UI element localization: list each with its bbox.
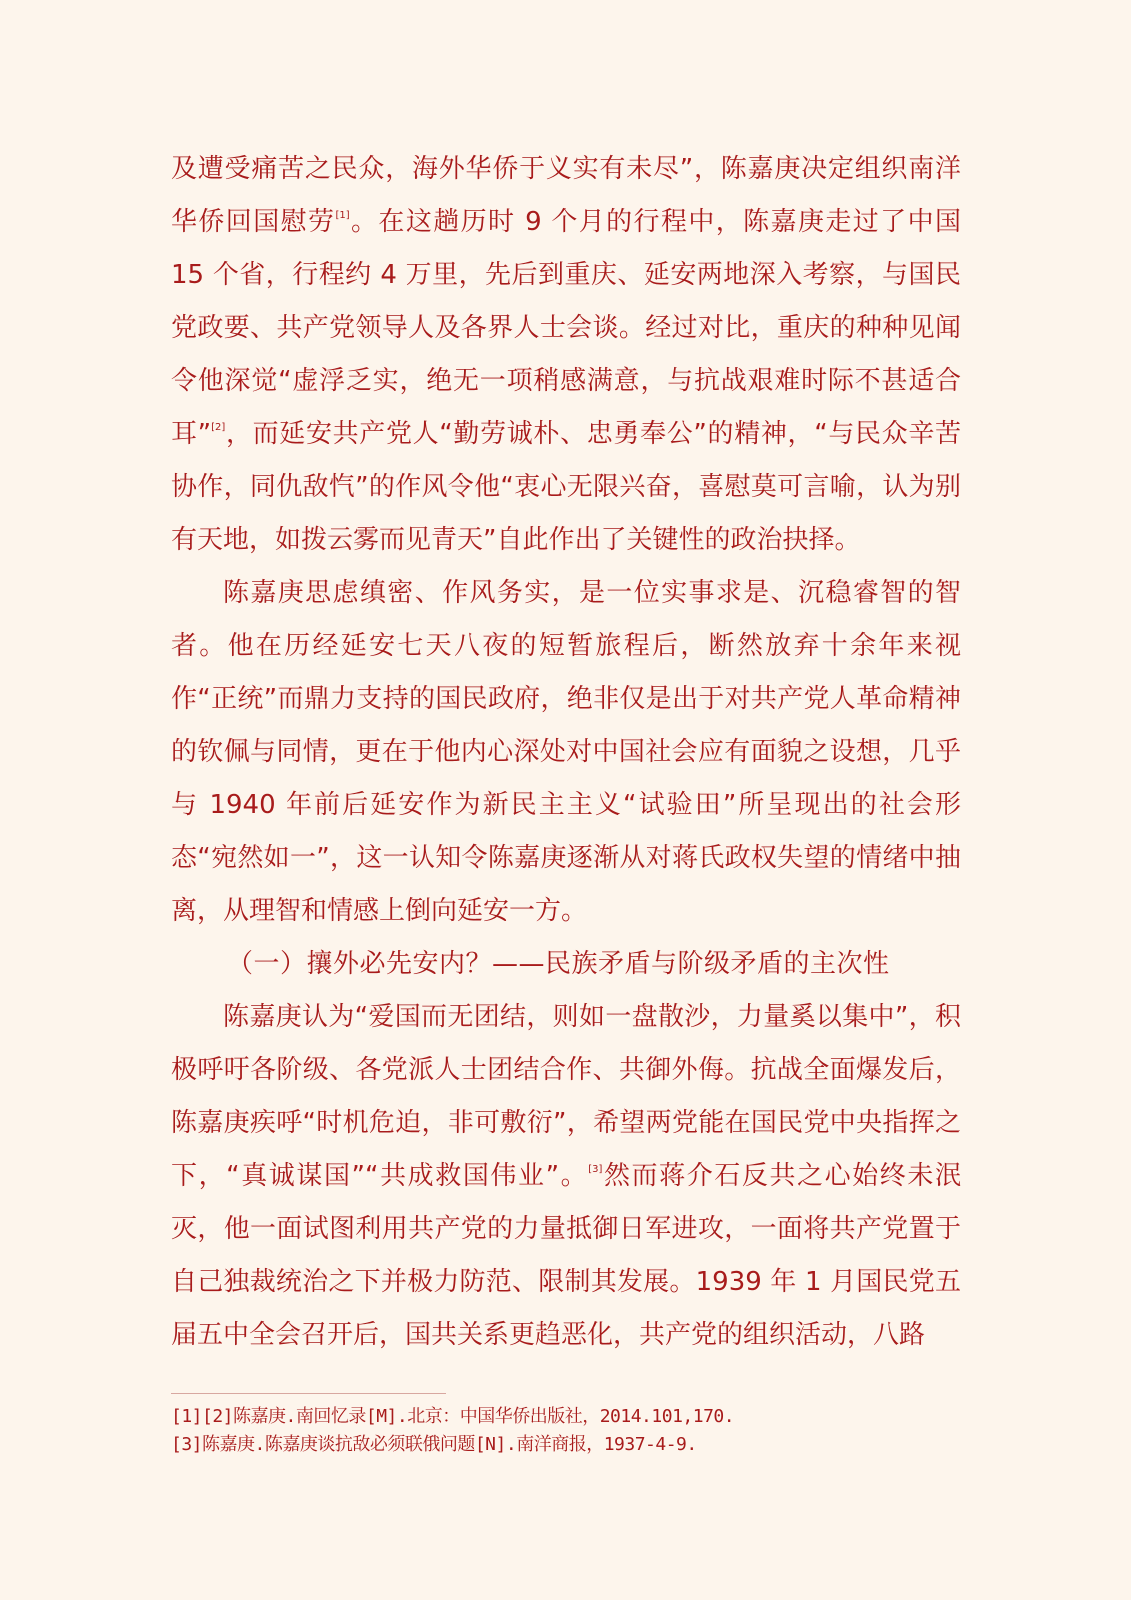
paragraph-text: 然而蒋介石反共之心始终未泯灭，他一面试图利用共产党的力量抵御日军进攻，一面将共产党置于自己独裁统治之下并极力防范、限制其发展。1939 年 1 月国民党五届五中全会召开后，国共关系更趋恶化，共产党的组织活动，八路 <box>171 1161 961 1350</box>
paragraph <box>171 991 961 1362</box>
paragraph-text: 。在这趟历时 9 个月的行程中，陈嘉庚走过了中国 15 个省，行程约 4 万里，先后到重庆、延安两地深入考察，与国民党政要、共产党领导人及各界人士会谈。经过对比，重庆的种种见闻令他深觉“虚浮乏实，绝无一项稍感满意，与抗战艰难时际不甚适合耳” <box>171 207 961 449</box>
paragraph <box>171 567 961 938</box>
section-heading <box>171 938 961 991</box>
paragraph-text: （一）攘外必先安内？——民族矛盾与阶级矛盾的主次性 <box>227 949 890 979</box>
footnote-marker[interactable]: [3] <box>588 1164 603 1175</box>
paragraph-text: 陈嘉庚思虑缜密、作风务实，是一位实事求是、沉稳睿智的智者。他在历经延安七天八夜的短暂旅程后，断然放弃十余年来视作“正统”而鼎力支持的国民政府，绝非仅是出于对共产党人革命精神的钦佩与同情，更在于他内心深处对中国社会应有面貌之设想，几乎与 1940 年前后延安作为新民主主义“试验田”所呈现出的社会形态“宛然如一”，这一认知令陈嘉庚逐渐从对蒋氏政权失望的情绪中抽离，从理智和情感上倒向延安一方。 <box>171 578 961 926</box>
footnote-2: [3]陈嘉庚.陈嘉庚谈抗敌必须联俄问题[N].南洋商报，1937-4-9. <box>171 1434 697 1455</box>
paragraph-text: ，而延安共产党人“勤劳诚朴、忠勇奉公”的精神，“与民众辛苦协作，同仇敌忾”的作风令他“衷心无限兴奋，喜慰莫可言喻，认为别有天地，如拨云雾而见青天”自此作出了关键性的政治抉择。 <box>171 419 961 555</box>
footnote-1: [1][2]陈嘉庚.南回忆录[M].北京：中国华侨出版社，2014.101,170. <box>171 1406 735 1427</box>
paragraph-text: 陈嘉庚认为“爱国而无团结，则如一盘散沙，力量奚以集中”，积极呼吁各阶级、各党派人士团结合作、共御外侮。抗战全面爆发后，陈嘉庚疾呼“时机危迫，非可敷衍”，希望两党能在国民党中央指挥之下，“真诚谋国”“共成救国伟业”。 <box>171 1002 961 1191</box>
body-text <box>171 143 961 1362</box>
footnote-marker[interactable]: [1] <box>335 210 350 221</box>
footnote-divider <box>171 1393 446 1394</box>
paragraph-text: 及遭受痛苦之民众，海外华侨于义实有未尽”，陈嘉庚决定组织南洋华侨回国慰劳 <box>171 154 961 237</box>
paragraph <box>171 143 961 567</box>
footnote-marker[interactable]: [2] <box>211 422 226 433</box>
footnotes <box>171 1403 961 1459</box>
